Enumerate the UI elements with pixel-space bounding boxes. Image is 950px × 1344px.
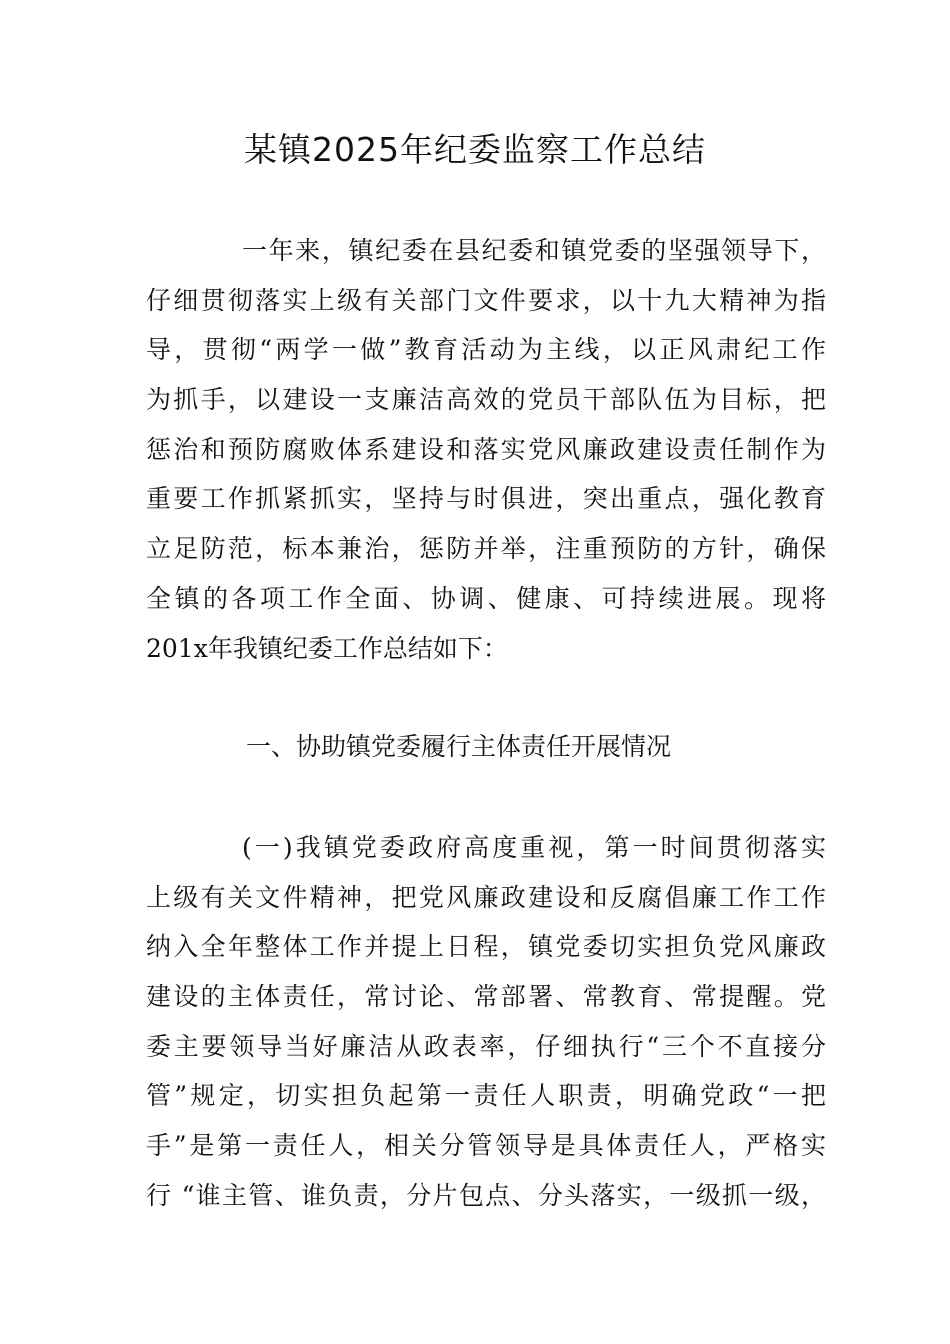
- section-heading: 一、协助镇党委履行主体责任开展情况: [246, 732, 672, 761]
- section1-line: 管”规定，切实担负起第一责任人职责，明确党政“一把: [146, 1081, 826, 1111]
- section1-line: 委主要领导当好廉洁从政表率，仔细执行“三个不直接分: [146, 1031, 826, 1061]
- document-title: 某镇2025年纪委监察工作总结: [244, 130, 706, 169]
- intro-line: 全镇的各项工作全面、协调、健康、可持续进展。现将: [146, 583, 826, 613]
- intro-line: 仔细贯彻落实上级有关部门文件要求，以十九大精神为指: [146, 285, 826, 315]
- intro-line: 导，贯彻“两学一做”教育活动为主线，以正风肃纪工作: [146, 335, 826, 365]
- section1-paragraph: [146, 823, 826, 1221]
- section1-line: 手”是第一责任人，相关分管领导是具体责任人，严格实: [146, 1131, 826, 1161]
- section1-line: 纳入全年整体工作并提上日程，镇党委切实担负党风廉政: [146, 932, 826, 962]
- intro-line: 201x年我镇纪委工作总结如下：: [146, 633, 508, 663]
- section1-line: 行 “谁主管、谁负责，分片包点、分头落实，一级抓一级，: [146, 1180, 826, 1210]
- intro-paragraph: [146, 226, 826, 673]
- intro-line: 一年来，镇纪委在县纪委和镇党委的坚强领导下，: [242, 236, 826, 265]
- section1-line: (一)我镇党委政府高度重视，第一时间贯彻落实: [242, 833, 826, 862]
- section1-line: 上级有关文件精神，把党风廉政建设和反腐倡廉工作工作: [146, 882, 826, 912]
- intro-line: 为抓手，以建设一支廉洁高效的党员干部队伍为目标，把: [146, 385, 826, 415]
- section1-line: 建设的主体责任，常讨论、常部署、常教育、常提醒。党: [146, 982, 826, 1012]
- intro-line: 惩治和预防腐败体系建设和落实党风廉政建设责任制作为: [146, 434, 826, 464]
- intro-line: 重要工作抓紧抓实，坚持与时俱进，突出重点，强化教育: [146, 484, 826, 514]
- intro-line: 立足防范，标本兼治，惩防并举，注重预防的方针，确保: [146, 534, 826, 564]
